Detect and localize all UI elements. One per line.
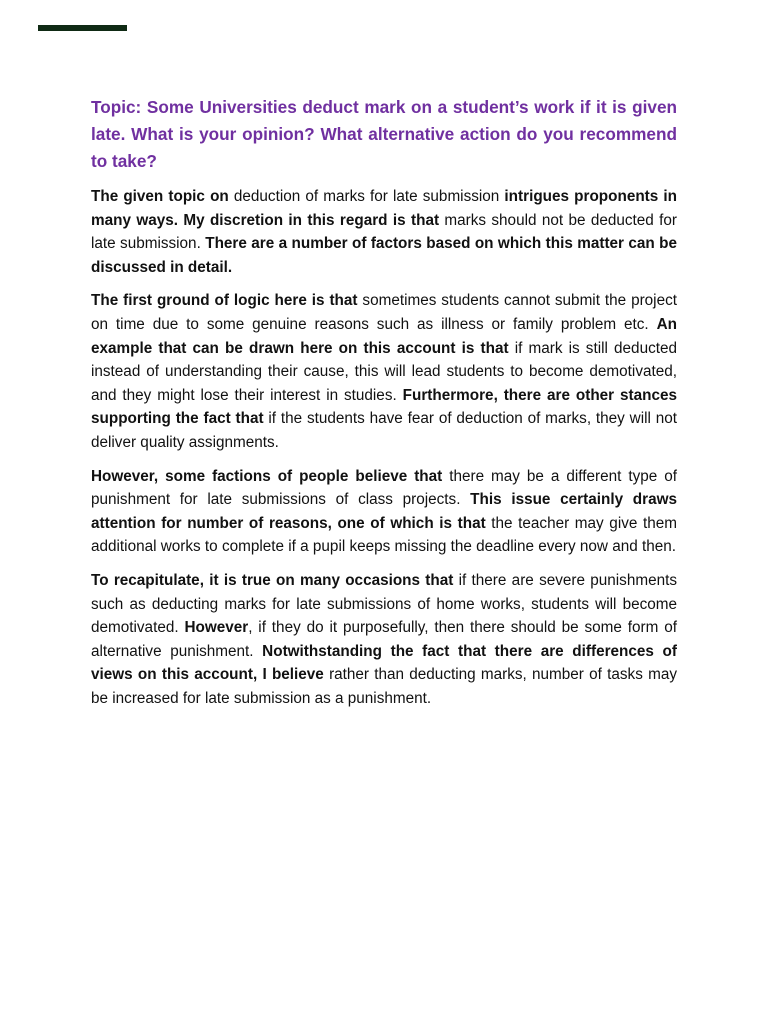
text-run: To recapitulate, it is true on many occasions that (91, 571, 459, 589)
text-run: if the students have fear of deduction of marks, they will not deliver quality assignments. (91, 410, 677, 451)
paragraph-1 (91, 185, 677, 279)
text-run: sometimes students cannot submit the project on time due to some genuine reasons such as illness or family problem etc. (91, 292, 677, 333)
header-rule (38, 25, 127, 31)
text-run: the teacher may give them additional works to complete if a pupil keeps missing the deadline every now and then. (91, 514, 677, 556)
text-run: if there are severe punishments such as deducting marks for late submissions of home works, students will become demotivated. (91, 571, 677, 637)
text-run: However, some factions of people believe that (91, 467, 450, 485)
paragraph-3 (91, 465, 677, 559)
paragraph-4 (91, 569, 677, 711)
text-run: there may be a different type of punishment for late submissions of class projects. (91, 467, 677, 509)
text-run: The given topic on (91, 188, 234, 205)
text-run: An example that can be drawn here on this account is that (91, 315, 677, 357)
text-run: There are a number of factors based on which this matter can be discussed in detail. (91, 235, 677, 276)
text-run: if mark is still deducted instead of understanding their cause, this will lead students to become demotivated, and they might lose their interest in studies. (91, 339, 677, 404)
text-run: , if they do it purposefully, then there should be some form of alternative punishment. (91, 619, 677, 660)
paragraph-2 (91, 289, 677, 454)
text-run: rather than deducting marks, number of tasks may be increased for late submission as a punishment. (91, 666, 677, 707)
text-run: This issue certainly draws attention for number of reasons, one of which is that (91, 491, 677, 532)
text-run: The first ground of logic here is that (91, 292, 363, 310)
text-run: However (184, 619, 249, 637)
text-run: marks should not be deducted for late submission. (91, 211, 677, 253)
text-run: Furthermore, there are other stances supporting the fact that (91, 386, 677, 428)
text-run: intrigues proponents in many ways. My discretion in this regard is that (91, 188, 677, 229)
text-run: Notwithstanding the fact that there are differences of views on this account, I believe (91, 642, 677, 684)
essay-body (91, 94, 677, 720)
text-run: deduction of marks for late submission (233, 188, 505, 205)
essay-topic: Topic: Some Universities deduct mark on a student’s work if it is given late. What is your opinion? What alternative action do you recommend to take? (91, 97, 677, 171)
